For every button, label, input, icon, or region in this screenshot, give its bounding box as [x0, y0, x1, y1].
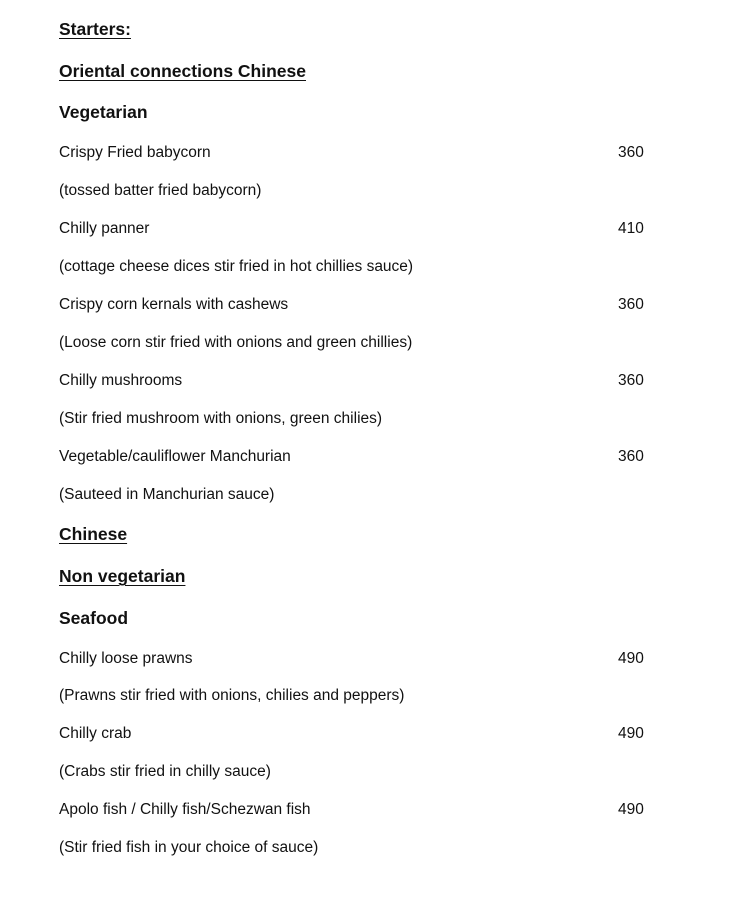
menu-item-name: Chilly mushrooms [59, 372, 183, 389]
heading-chinese: Chinese [59, 524, 128, 544]
menu-item-price: 360 [618, 144, 644, 161]
menu-item-name: Chilly panner [59, 220, 150, 237]
heading-seafood: Seafood [59, 608, 129, 628]
menu-item-name: Vegetable/cauliflower Manchurian [59, 448, 291, 465]
menu-item-price: 360 [618, 296, 644, 313]
menu-item-name: Chilly crab [59, 725, 132, 742]
menu-item-description: (Stir fried mushroom with onions, green chilies) [59, 410, 383, 427]
menu-item-name: Chilly loose prawns [59, 650, 193, 667]
menu-item-price: 410 [618, 220, 644, 237]
menu-item-name: Crispy corn kernals with cashews [59, 296, 289, 313]
heading-oriental-connections: Oriental connections Chinese [59, 61, 306, 81]
menu-item-price: 360 [618, 372, 644, 389]
menu-item-description: (Sauteed in Manchurian sauce) [59, 486, 275, 503]
heading-starters: Starters: [59, 19, 131, 39]
menu-item-price: 490 [618, 801, 644, 818]
menu-item-description: (Crabs stir fried in chilly sauce) [59, 763, 271, 780]
menu-item-description: (cottage cheese dices stir fried in hot chillies sauce) [59, 258, 414, 275]
menu-item-description: (Stir fried fish in your choice of sauce) [59, 839, 319, 856]
menu-item-description: (Loose corn stir fried with onions and green chillies) [59, 334, 413, 351]
heading-non-vegetarian: Non vegetarian [59, 566, 186, 586]
menu-item-description: (Prawns stir fried with onions, chilies and peppers) [59, 687, 405, 704]
menu-item-name: Apolo fish / Chilly fish/Schezwan fish [59, 801, 311, 818]
menu-item-price: 490 [618, 725, 644, 742]
menu-item-price: 360 [618, 448, 644, 465]
menu-item-name: Crispy Fried babycorn [59, 144, 211, 161]
menu-item-description: (tossed batter fried babycorn) [59, 182, 262, 199]
heading-vegetarian: Vegetarian [59, 102, 148, 122]
menu-item-price: 490 [618, 650, 644, 667]
